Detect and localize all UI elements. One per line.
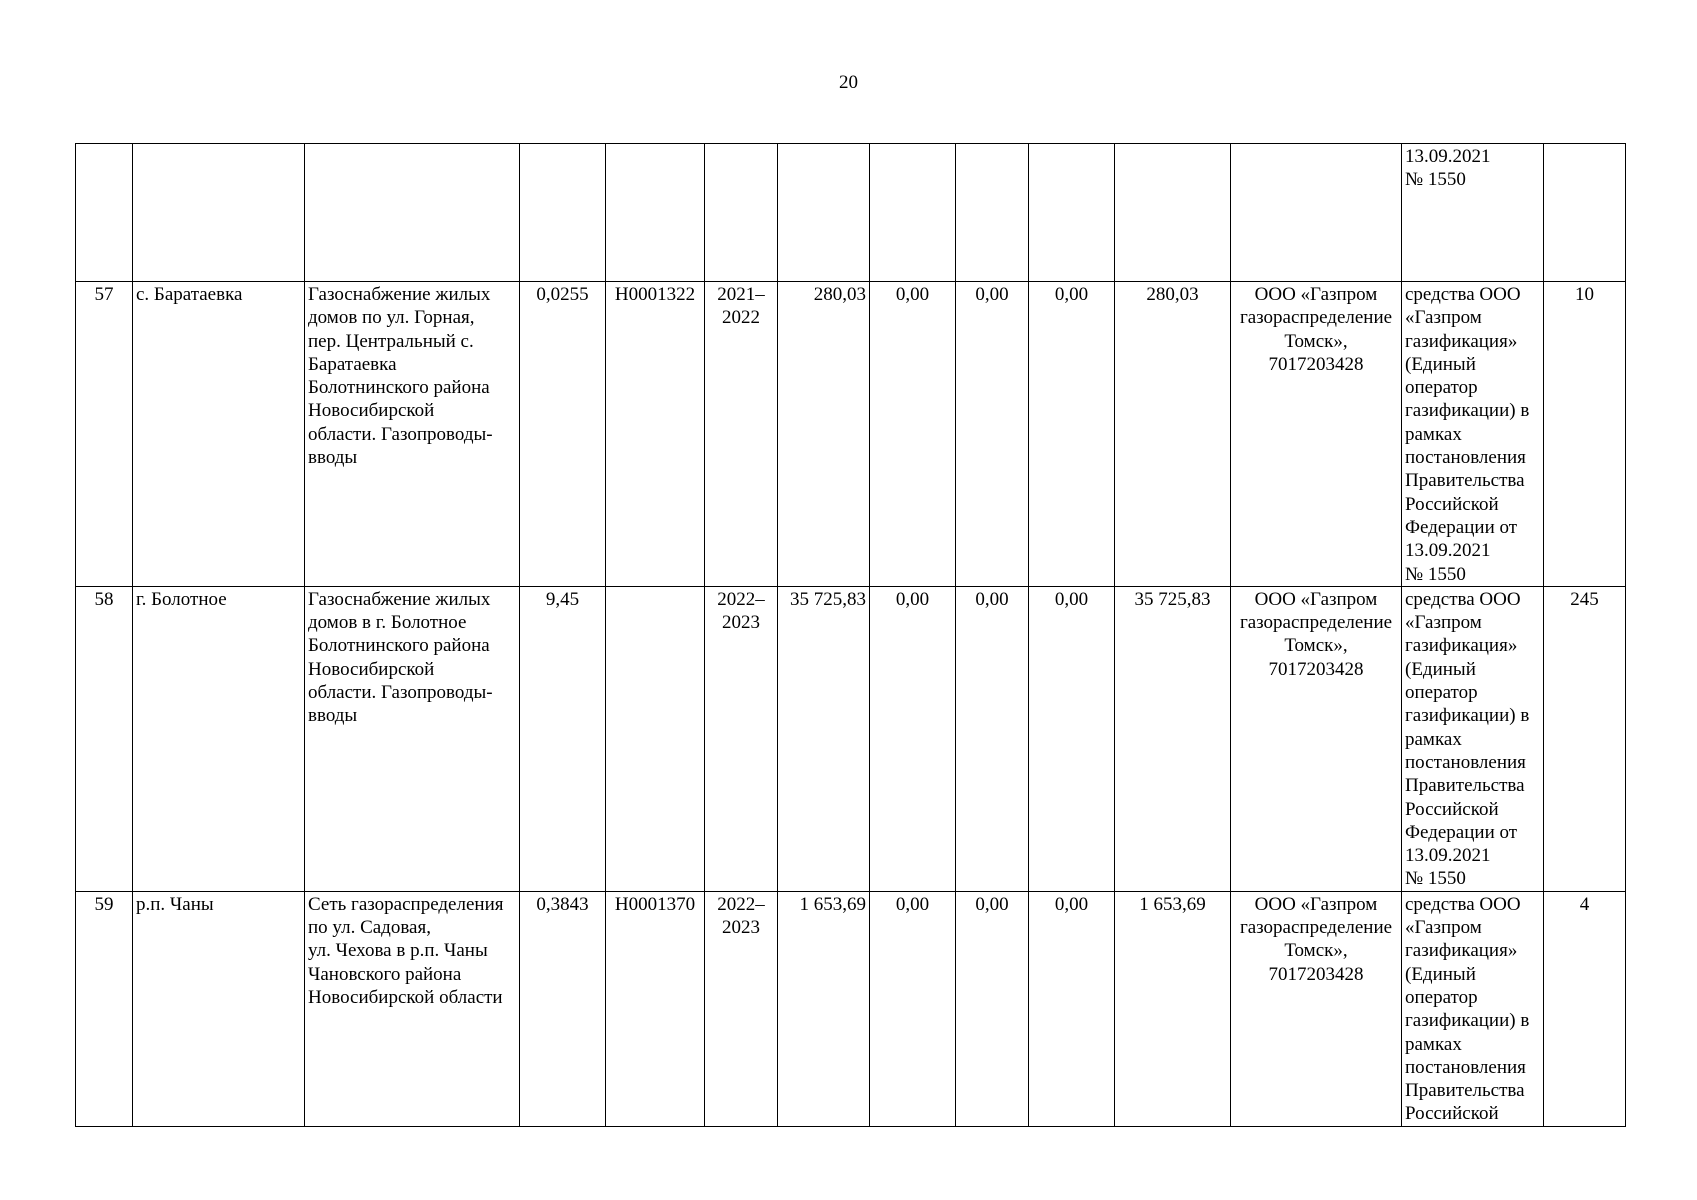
object-description-line: Новосибирской [308,400,435,422]
funding-source-line: «Газпром [1405,612,1482,634]
funding-source-line: «Газпром [1405,307,1482,329]
funding-source [1402,144,1544,282]
funding-source-line: газификации) в [1405,400,1530,422]
cost-part-1: 0,00 [870,891,956,1126]
funding-source-line: № 1550 [1405,868,1466,890]
object-description-line: домов по ул. Горная, [308,307,475,329]
object-code: Н0001370 [606,891,705,1126]
funding-source [1402,282,1544,587]
organization [1231,586,1402,891]
object-description [305,282,520,587]
object-description-line: области. Газопроводы- [308,682,493,704]
organization-line: ООО «Газпром [1254,588,1378,610]
funding-source-line: газификация» [1405,635,1518,657]
funding-source-line: Правительства [1405,470,1525,492]
table-row [76,282,1626,587]
row-number: 58 [76,586,133,891]
object-description-line: Болотнинского района [308,635,490,657]
organization-line: Томск», [1284,330,1348,352]
funding-source-line: Российской [1405,493,1499,515]
funding-source-line: постановления [1405,1056,1526,1078]
object-description-line: области. Газопроводы- [308,423,493,445]
object-description-line: домов в г. Болотное [308,612,467,634]
households-count: 10 [1544,282,1626,587]
funding-source-line: Правительства [1405,775,1525,797]
total-cost: 35 725,83 [778,586,870,891]
cost-part-4 [1115,144,1231,282]
organization-line: ООО «Газпром [1254,893,1378,915]
funding-source-line: (Единый [1405,353,1476,375]
cost-part-2 [956,144,1029,282]
settlement-name: с. Баратаевка [133,282,305,587]
implementation-period-line: 2022 [722,307,760,329]
organization [1231,282,1402,587]
funding-source-line: (Единый [1405,658,1476,680]
funding-source-line: Российской [1405,1103,1499,1125]
implementation-period [705,282,778,587]
object-description-line: Газоснабжение жилых [308,588,491,610]
implementation-period [705,144,778,282]
funding-source-line: средства ООО [1405,284,1521,305]
funding-source-line: «Газпром [1405,917,1482,939]
funding-source [1402,891,1544,1126]
cost-part-3: 0,00 [1029,891,1115,1126]
implementation-period-line: 2023 [722,612,760,634]
funding-source-line: (Единый [1405,963,1476,985]
implementation-period-line: 2022– [717,588,765,610]
implementation-period [705,586,778,891]
funding-source-line: Федерации от [1405,516,1518,538]
table-row [76,144,1626,282]
implementation-period [705,891,778,1126]
funding-source-line: постановления [1405,447,1526,469]
object-description-line: Баратаевка [308,353,397,375]
households-count: 4 [1544,891,1626,1126]
households-count [1544,144,1626,282]
funding-source-line: рамках [1405,423,1462,445]
funding-source-line: оператор [1405,986,1478,1008]
cost-part-2: 0,00 [956,282,1029,587]
row-number: 57 [76,282,133,587]
funding-source-line: оператор [1405,377,1478,399]
object-description-line: вводы [308,447,358,469]
funding-source-line: № 1550 [1405,563,1466,585]
object-description-line: Чановского района [308,963,462,985]
funding-source-line: постановления [1405,751,1526,773]
implementation-period-line: 2023 [722,917,760,939]
cost-part-4: 35 725,83 [1115,586,1231,891]
object-description [305,891,520,1126]
cost-part-4: 1 653,69 [1115,891,1231,1126]
object-description-line: Новосибирской [308,658,435,680]
row-number: 59 [76,891,133,1126]
row-number [76,144,133,282]
funding-source-line: Российской [1405,798,1499,820]
organization [1231,891,1402,1126]
households-count: 245 [1544,586,1626,891]
settlement-name [133,144,305,282]
funding-source-line: газификация» [1405,330,1518,352]
cost-part-3: 0,00 [1029,282,1115,587]
organization-line: ООО «Газпром [1254,284,1378,305]
funding-source-line: 13.09.2021 [1405,540,1491,562]
organization-line: 7017203428 [1268,353,1364,375]
cost-part-1 [870,144,956,282]
cost-part-3 [1029,144,1115,282]
funding-source-line: Федерации от [1405,821,1518,843]
funding-source-line: оператор [1405,682,1478,704]
organization-line: Томск», [1284,940,1348,962]
total-cost: 280,03 [778,282,870,587]
pipeline-length: 9,45 [520,586,606,891]
cost-part-3: 0,00 [1029,586,1115,891]
funding-source-line: № 1550 [1405,169,1466,191]
funding-source-line: 13.09.2021 [1405,146,1491,167]
implementation-period-line: 2021– [717,284,765,305]
organization-line: газораспределение [1239,307,1393,329]
funding-source-line: газификации) в [1405,705,1530,727]
cost-part-1: 0,00 [870,586,956,891]
object-description-line: Газоснабжение жилых [308,284,491,305]
funding-source-line: Правительства [1405,1080,1525,1102]
table-row [76,891,1626,1126]
cost-part-2: 0,00 [956,891,1029,1126]
funding-source-line: 13.09.2021 [1405,845,1491,867]
funding-source-line: средства ООО [1405,893,1521,915]
object-description-line: Болотнинского района [308,377,490,399]
pipeline-length [520,144,606,282]
object-code: Н0001322 [606,282,705,587]
organization-line: 7017203428 [1268,658,1364,680]
object-description-line: Новосибирской области [308,986,503,1008]
cost-part-2: 0,00 [956,586,1029,891]
organization-line: газораспределение [1239,612,1393,634]
object-description-line: Сеть газораспределения [308,893,504,915]
page-number: 20 [839,72,858,93]
object-description-line: по ул. Садовая, [308,917,431,939]
pipeline-length: 0,0255 [520,282,606,587]
funding-source-line: рамках [1405,1033,1462,1055]
table-body [76,144,1626,1127]
implementation-period-line: 2022– [717,893,765,915]
object-code [606,144,705,282]
organization-line: 7017203428 [1268,963,1364,985]
funding-source-line: средства ООО [1405,588,1521,610]
object-description-line: ул. Чехова в р.п. Чаны [308,940,488,962]
funding-source-line: рамках [1405,728,1462,750]
funding-source [1402,586,1544,891]
organization-line: Томск», [1284,635,1348,657]
cost-part-1: 0,00 [870,282,956,587]
total-cost [778,144,870,282]
gasification-table [75,143,1626,1127]
object-description-line: вводы [308,705,358,727]
funding-source-line: газификация» [1405,940,1518,962]
object-description-line: пер. Центральный с. [308,330,474,352]
funding-source-line: газификации) в [1405,1010,1530,1032]
object-description [305,586,520,891]
settlement-name: р.п. Чаны [133,891,305,1126]
organization [1231,144,1402,282]
table-row [76,586,1626,891]
object-description [305,144,520,282]
total-cost: 1 653,69 [778,891,870,1126]
object-code [606,586,705,891]
organization-line: газораспределение [1239,917,1393,939]
settlement-name: г. Болотное [133,586,305,891]
cost-part-4: 280,03 [1115,282,1231,587]
pipeline-length: 0,3843 [520,891,606,1126]
